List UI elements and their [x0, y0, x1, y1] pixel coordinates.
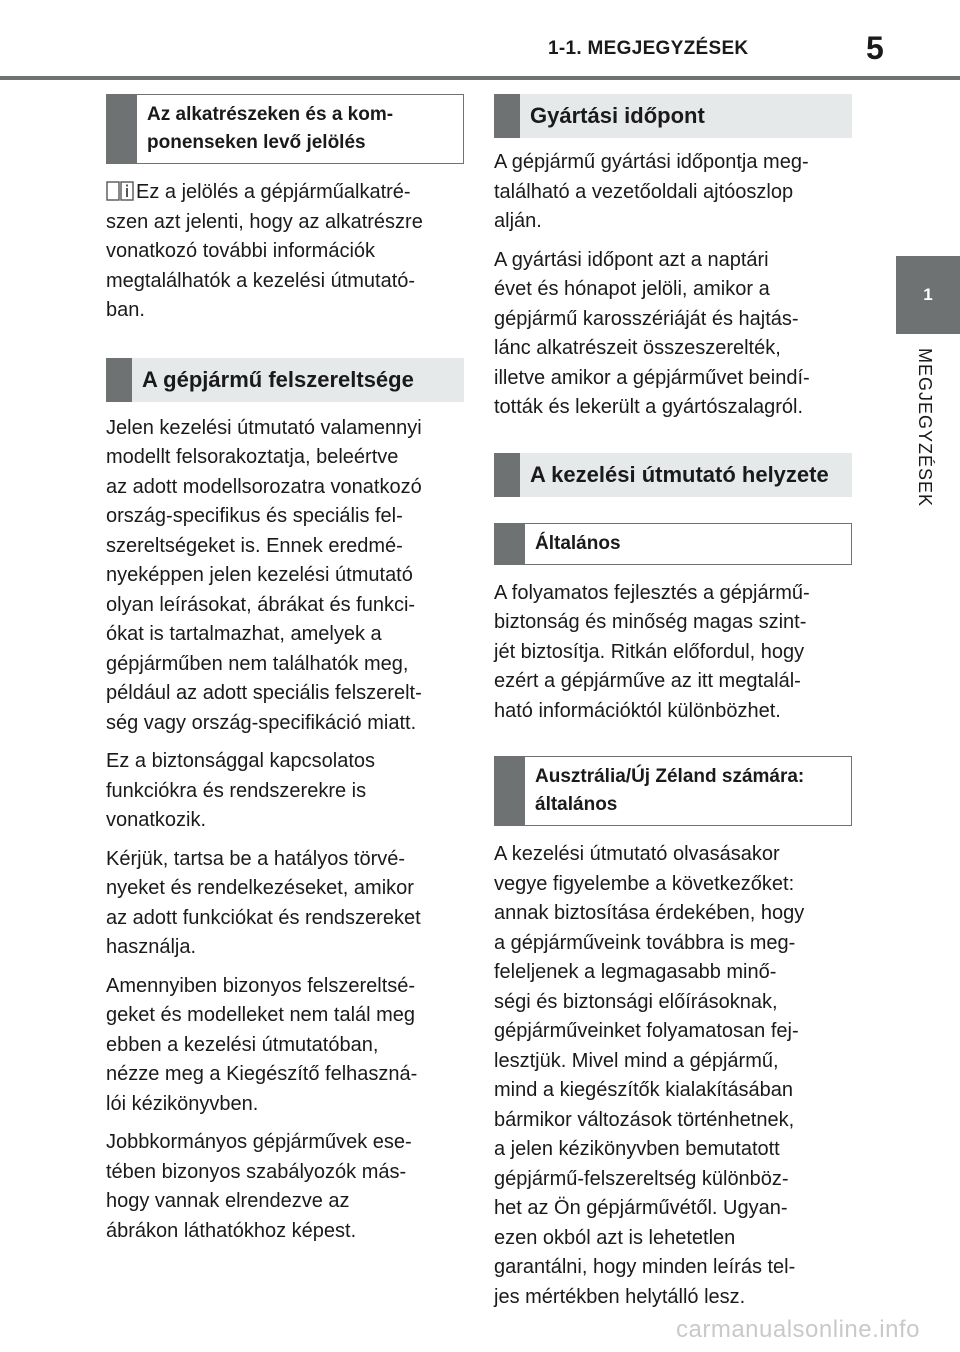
heading-bar	[106, 358, 132, 402]
equipment-heading: A gépjármű felszereltsége	[142, 366, 414, 392]
status-heading: A kezelési útmutató helyzete	[530, 461, 829, 487]
aus-heading-box	[494, 756, 852, 826]
heading-bar	[494, 453, 520, 497]
equipment-paragraph: Jelen kezelési útmutató valamennyi modellt felsorakoztatja, beleértve az adott modellsorozatra vonatkozó ország-specifikus és speciális fel- szereltségeket is. Ennek eredmé- nyeképpen jelen kezelési útmutató olyan leírásokat, ábrákat és funkci- ókat is tartalmazhat, amelyek a gépjárműben nem találhatók meg, például az adott speciális felszerelt- ség vagy ország-specifikáció miatt.	[106, 416, 422, 734]
book-info-icon	[106, 181, 136, 201]
general-heading: Általános	[535, 532, 621, 554]
aus-paragraph: A kezelési útmutató olvasásakor vegye figyelembe a következőket: annak biztosítása érdekében, hogy a gépjárműveink továbbra is meg- feleljenek a legmagasabb minő- ségi és biztonsági előírásoknak, gépjárműveinket folyamatosan fej- lesztjük. Mivel mind a gépjármű, mind a kiegészítők kialakításában bármikor változások történhetnek, a jelen kézikönyvben bemutatott gépjármű-felszereltség különböz- het az Ön gépjárművétől. Ugyan- ezen okból azt is lehetetlen garantálni, hogy minden leírás tel- jes mértékben helytálló lesz.	[494, 843, 805, 1308]
equipment-paragraph: Amennyiben bizonyos felszereltsé- geket és modelleket nem talál meg ebben a kezelési útmutatóban, nézze meg a Kiegészítő felhaszná- lói kézikönyvben.	[106, 974, 418, 1115]
running-header: 1-1. MEGJEGYZÉSEK	[548, 38, 749, 59]
equipment-heading-box	[106, 358, 464, 402]
chapter-number: 1	[923, 285, 933, 304]
heading-bar	[494, 94, 520, 138]
general-paragraph: A folyamatos fejlesztés a gépjármű- biztonság és minőség magas szint- jét biztosítja. Ritkán előfordul, hogy ezért a gépjárműve az itt megtalál- ható információktól különbözhet.	[494, 581, 810, 722]
marking-text: Ez a jelölés a gépjárműalkatré- szen azt jelenti, hogy az alkatrészre vonatkozó további információk megtalálhatók a kezelési útmutató- ban.	[106, 181, 423, 321]
production-paragraph: A gyártási időpont azt a naptári évet és hónapot jelöli, amikor a gépjármű karosszériáját és hajtás- lánc alkatrészeit összeszerelték, illetve amikor a gépjárművet beindí- tották és lekerült a gyártószalagról.	[494, 248, 810, 418]
heading-bar	[495, 757, 525, 825]
left-column	[106, 94, 464, 1246]
equipment-paragraph: Ez a biztonsággal kapcsolatos funkciókra és rendszerekre is vonatkozik.	[106, 750, 376, 831]
footer-watermark: carmanualsonline.info	[676, 1316, 920, 1343]
equipment-paragraph: Kérjük, tartsa be a hatályos törvé- nyeket és rendelkezéseket, amikor az adott funkciókat és rendszereket használja.	[106, 847, 421, 958]
chapter-tab[interactable]	[896, 256, 960, 334]
marking-heading: Az alkatrészeken és a kom- ponenseken levő jelölés	[147, 104, 394, 153]
production-heading-box	[494, 94, 852, 138]
page-number: 5	[866, 30, 884, 66]
production-heading: Gyártási időpont	[530, 103, 705, 128]
chapter-side-label: MEGJEGYZÉSEK	[915, 348, 935, 508]
marking-paragraph	[106, 178, 464, 326]
header-divider	[0, 76, 960, 80]
right-column	[494, 94, 852, 1312]
production-paragraph: A gépjármű gyártási időpontja meg- található a vezetőoldali ajtóoszlop alján.	[494, 151, 809, 232]
heading-bar	[495, 524, 525, 564]
heading-bar	[107, 95, 137, 163]
status-heading-box	[494, 453, 852, 497]
general-heading-box	[494, 523, 852, 565]
marking-heading-box	[106, 94, 464, 164]
equipment-paragraph: Jobbkormányos gépjárművek ese- tében bizonyos szabályozók más- hogy vannak elrendezve az ábrákon láthatókhoz képest.	[106, 1131, 412, 1242]
aus-heading: Ausztrália/Új Zéland számára: általános	[535, 766, 805, 815]
